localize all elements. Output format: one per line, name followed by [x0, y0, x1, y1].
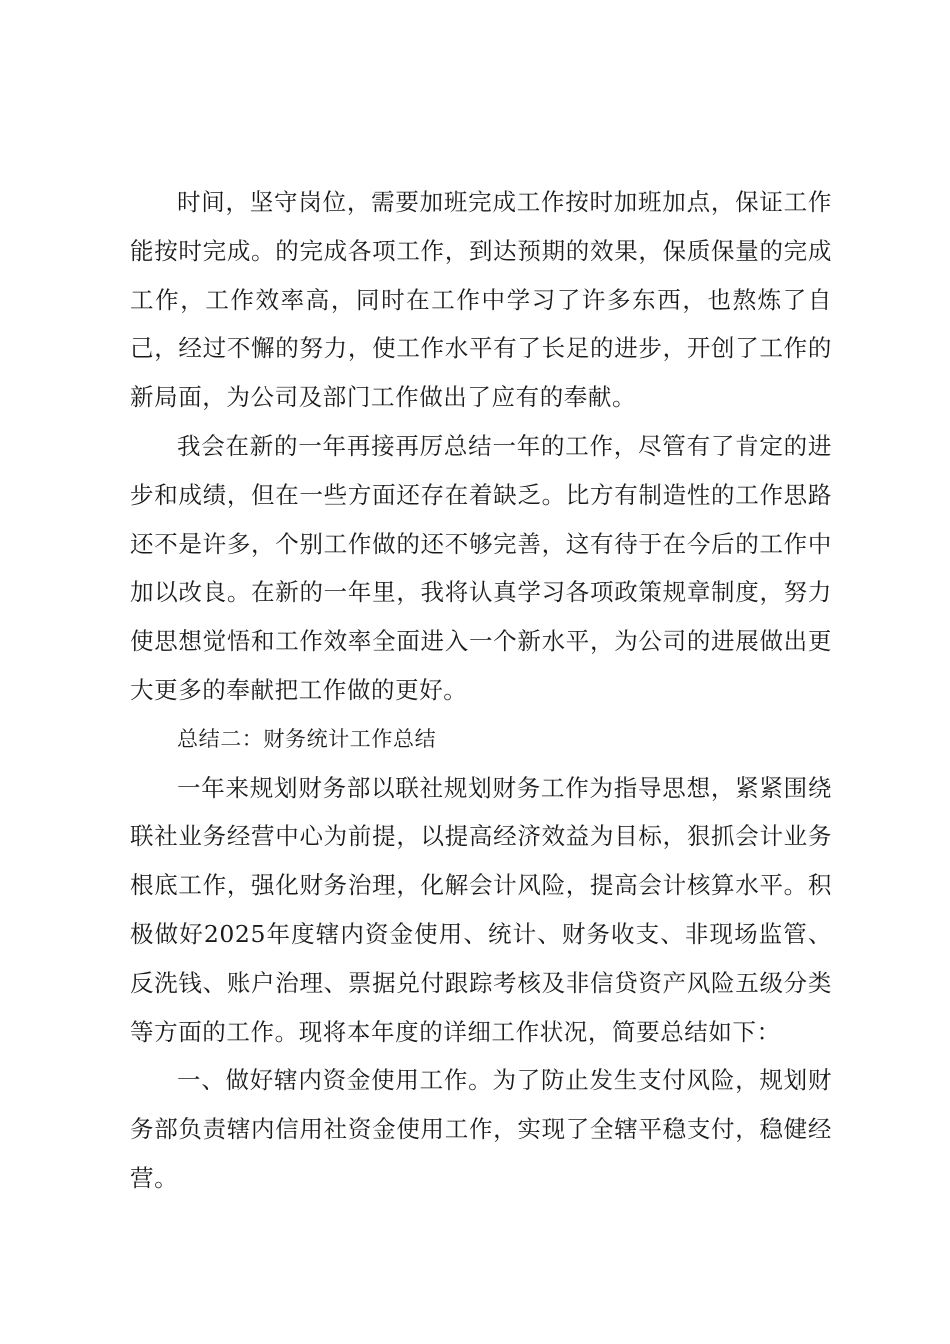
- paragraph-fund-usage: 一、做好辖内资金使用工作。为了防止发生支付风险，规划财务部负责辖内信用社资金使用工作，实现了全辖平稳支付，稳健经营。: [130, 1066, 832, 1192]
- paragraph-new-year-plan: 我会在新的一年再接再厉总结一年的工作，尽管有了肯定的进步和成绩，但在一些方面还存在着缺乏。比方有制造性的工作思路还不是许多，个别工作做的还不够完善，这有待于在今后的工作中加以改良。在新的一年里，我将认真学习各项政策规章制度，努力使思想觉悟和工作效率全面进入一个新水平，为公司的进展做出更大更多的奉献把工作做的更好。: [130, 431, 832, 704]
- paragraph-work-summary: 时间，坚守岗位，需要加班完成工作按时加班加点，保证工作能按时完成。的完成各项工作，到达预期的效果，保质保量的完成工作，工作效率高，同时在工作中学习了许多东西，也熬炼了自己，经过不懈的努力，使工作水平有了长足的进步，开创了工作的新局面，为公司及部门工作做出了应有的奉献。: [130, 188, 832, 412]
- paragraph-finance-overview: 一年来规划财务部以联社规划财务工作为指导思想，紧紧围绕联社业务经营中心为前提，以提高经济效益为目标，狠抓会计业务根底工作，强化财务治理，化解会计风险，提高会计核算水平。积极做好2025年度辖内资金使用、统计、财务收支、非现场监管、反洗钱、账户治理、票据兑付跟踪考核及非信贷资产风险五级分类等方面的工作。现将本年度的详细工作状况，简要总结如下：: [130, 773, 832, 1046]
- section-heading-summary-two: 总结二：财务统计工作总结: [177, 726, 437, 751]
- document-body: [130, 178, 832, 1203]
